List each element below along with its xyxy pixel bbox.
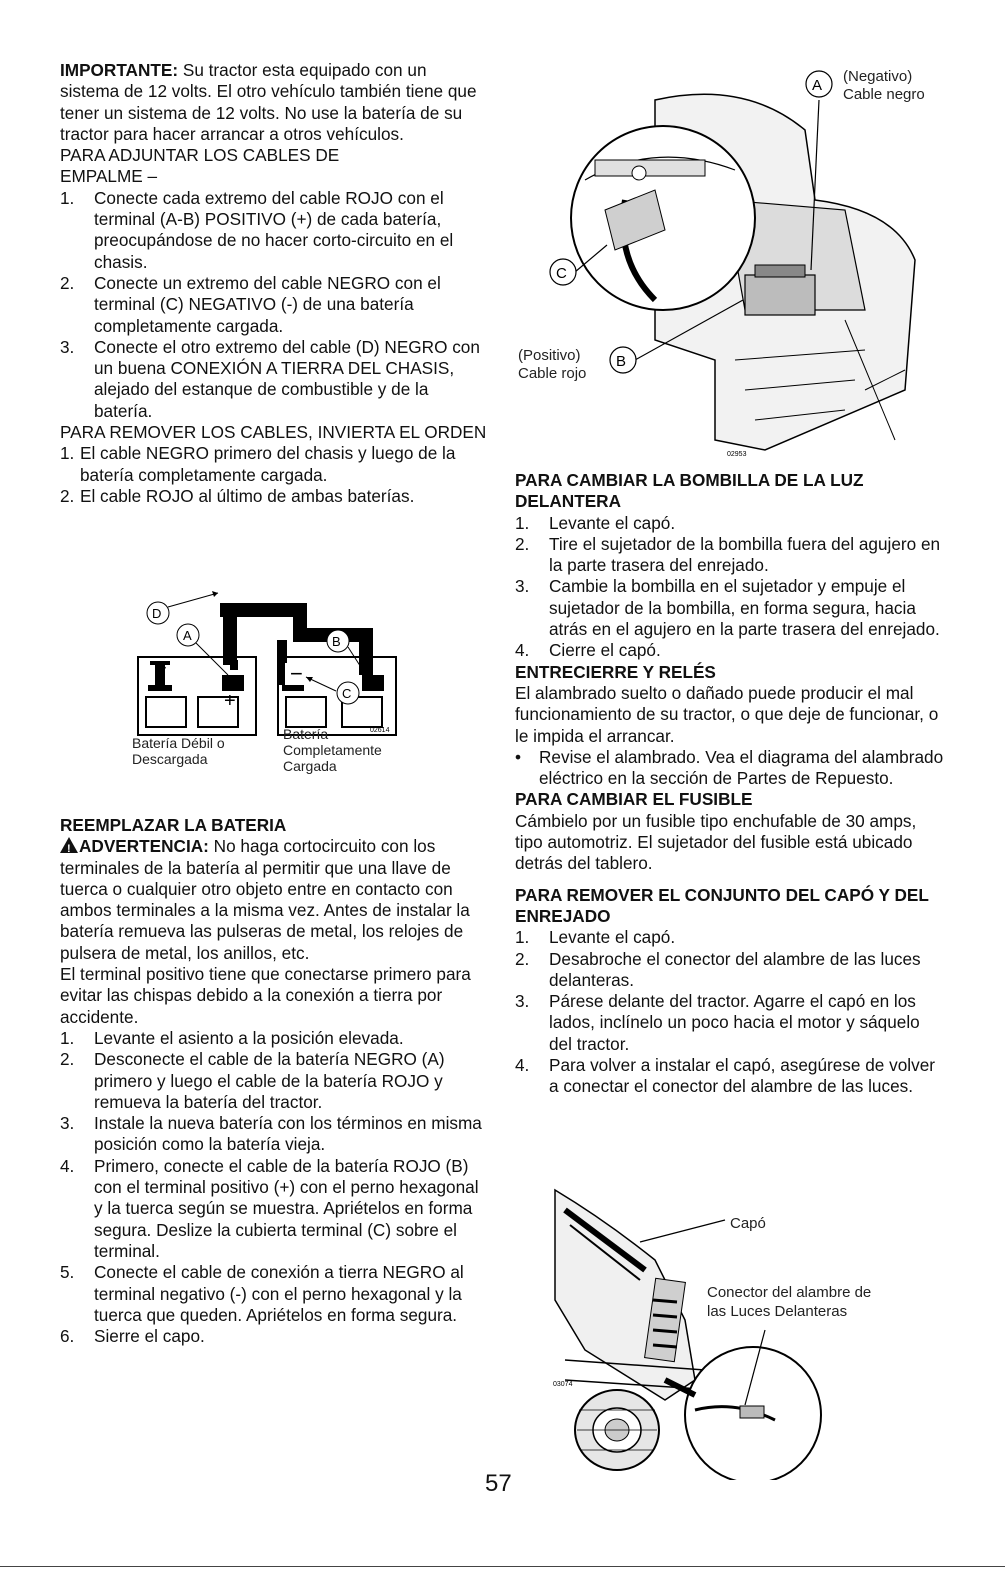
remove-steps-list <box>60 443 488 507</box>
list-item: 1. Conecte cada extremo del cable ROJO con el terminal (A-B) POSITIVO (+) de cada batería, preocupándose de no hacer corto-circuito en el chasis. <box>60 187 454 272</box>
list-item: 3. Cambie la bombilla en el sujetador y empuje el sujetador de la bombilla, en forma segura, hacia atrás en el agujero en la parte trasera del enrejado. <box>515 576 940 640</box>
label-a: A <box>183 628 192 643</box>
list-item: 1. Levante el capó. <box>515 927 676 948</box>
list-item: 5. Conecte el cable de conexión a tierra NEGRO al terminal negativo (-) con el perno hexagonal y la tuerca que queden. Apriételos en forma segura. <box>60 1262 464 1325</box>
bottom-rule <box>0 1566 1005 1567</box>
figure-code: 03074 <box>553 1381 573 1388</box>
label-c: C <box>556 265 567 282</box>
battery-illustration <box>515 60 945 460</box>
list-item: 4. Cierre el capó. <box>515 640 661 661</box>
page-number: 57 <box>485 1470 512 1497</box>
important-label: IMPORTANTE: <box>60 60 179 80</box>
warning-label: ADVERTENCIA: <box>79 836 209 857</box>
bulb-steps-list <box>515 513 945 662</box>
list-item: 1. El cable NEGRO primero del chasis y luego de la batería completamente cargada. <box>60 443 456 485</box>
warning-icon <box>60 837 78 853</box>
list-item: 1. Levante el capó. <box>515 512 676 533</box>
svg-text:−: − <box>154 655 167 680</box>
left-column-lower <box>60 815 488 1347</box>
hood-label: Capó <box>730 1215 766 1232</box>
label-c: C <box>342 686 352 701</box>
label-a: A <box>812 77 823 94</box>
positive-cable-caption: (Positivo) Cable rojo <box>518 347 587 382</box>
replace-battery-heading: REEMPLAZAR LA BATERIA <box>60 815 287 835</box>
list-item: 2. Conecte un extremo del cable NEGRO con el terminal (C) NEGATIVO (-) de una batería completamente cargada. <box>60 272 441 336</box>
warning-note <box>60 836 488 964</box>
hood-heading: PARA REMOVER EL CONJUNTO DEL CAPÓ Y DEL ENREJADO <box>515 884 929 926</box>
list-item: 2. El cable ROJO al último de ambas baterías. <box>60 485 415 506</box>
wiring-bullet-list <box>515 747 945 790</box>
bulb-heading: PARA CAMBIAR LA BOMBILLA DE LA LUZ DELANTERA <box>515 470 864 512</box>
attach-steps-list <box>60 188 488 422</box>
caption-charged-battery: Batería Completamente Cargada <box>283 726 382 774</box>
important-text: Su tractor esta equipado con un sistema de 12 volts. El otro vehículo también tiene que tener un sistema de 12 volts. No use la batería de su tractor para hacer arrancar a otros vehículos. <box>60 60 477 144</box>
list-item: 4. Para volver a instalar el capó, asegúrese de volver a conectar el conector del alambre de las luces. <box>515 1055 935 1097</box>
attach-heading-1: PARA ADJUNTAR LOS CABLES DE <box>60 145 340 166</box>
wiring-heading: ENTRECIERRE Y RELÉS <box>515 661 716 682</box>
warning-text: No haga cortocircuito con los terminales de la batería al permitir que una llave de tuerca o cualquier otro objeto entre en contacto con ambos terminales a la misma vez. Antes de instalar la batería remueva las pulseras de metal, los relojes de pulsera de metal, los anillos, etc. <box>60 836 470 963</box>
connector-label: Conector del alambre de las Luces Delanteras <box>707 1284 872 1320</box>
list-item: 2. Tire el sujetador de la bombilla fuera del agujero en la parte trasera del enrejado. <box>515 533 941 576</box>
left-column <box>60 60 488 507</box>
svg-text:+: + <box>224 690 236 712</box>
list-item: 1. Levante el asiento a la posición elevada. <box>60 1027 404 1048</box>
svg-text:−: − <box>290 661 303 686</box>
list-item: • Revise el alambrado. Vea el diagrama del alambrado eléctrico en la sección de Partes de Repuesto. <box>515 746 944 789</box>
list-item: 3. Instale la nueva batería con los términos en misma posición como la batería vieja. <box>60 1113 482 1155</box>
wiring-text: El alambrado suelto o dañado puede producir el mal funcionamiento de su tractor, o que deje de funcionar, o le impida el arrancar. <box>515 682 939 746</box>
list-item: 2. Desabroche el conector del alambre de las luces delanteras. <box>515 948 921 990</box>
positive-terminal-note: El terminal positivo tiene que conectarse primero para evitar las chispas debido a la conexión a tierra por accidente. <box>60 964 471 1027</box>
attach-heading-2: EMPALME – <box>60 166 158 187</box>
label-b: B <box>616 353 627 370</box>
svg-text:+: + <box>366 670 378 692</box>
list-item: 4. Primero, conecte el cable de la batería ROJO (B) con el terminal positivo (+) con el perno hexagonal y la tuerca según se muestra. Apriételos en forma segura. Deslize la cubierta terminal (C) sobre el terminal. <box>60 1155 479 1261</box>
list-item: 2. Desconecte el cable de la batería NEGRO (A) primero y luego el cable de la batería ROJO y remueva la batería del tractor. <box>60 1049 445 1112</box>
figure-code: 02614 <box>370 727 390 734</box>
hood-figure <box>545 1180 945 1480</box>
fuse-heading: PARA CAMBIAR EL FUSIBLE <box>515 789 753 810</box>
list-item: 3. Conecte el otro extremo del cable (D) NEGRO con un buena CONEXIÓN A TIERRA DEL CHASIS, alejado del estanque de combustible y de la batería. <box>60 336 480 421</box>
fuse-text: Cámbielo por un fusible tipo enchufable de 30 amps, tipo automotriz. El sujetador del fusible está ubicado detrás del tablero. <box>515 810 917 874</box>
right-column <box>515 470 945 1098</box>
important-note <box>60 60 488 145</box>
list-item: 6. Sierre el capo. <box>60 1326 205 1347</box>
figure-code: 02953 <box>727 451 747 458</box>
bullet-icon: • <box>515 746 522 767</box>
negative-cable-caption: (Negativo) Cable negro <box>843 68 925 103</box>
list-item: 3. Párese delante del tractor. Agarre el capó en los lados, inclínelo un poco hacia el motor y sáquelo del tractor. <box>515 991 920 1054</box>
replace-steps-list <box>60 1028 488 1347</box>
label-b: B <box>332 634 341 649</box>
label-d: D <box>152 606 162 621</box>
remove-cables-heading: PARA REMOVER LOS CABLES, INVIERTA EL ORDEN <box>60 422 487 443</box>
caption-weak-battery: Batería Débil o Descargada <box>132 735 225 767</box>
jump-start-figure <box>130 585 420 800</box>
battery-figure <box>515 60 945 460</box>
hood-steps-list <box>515 927 945 1097</box>
